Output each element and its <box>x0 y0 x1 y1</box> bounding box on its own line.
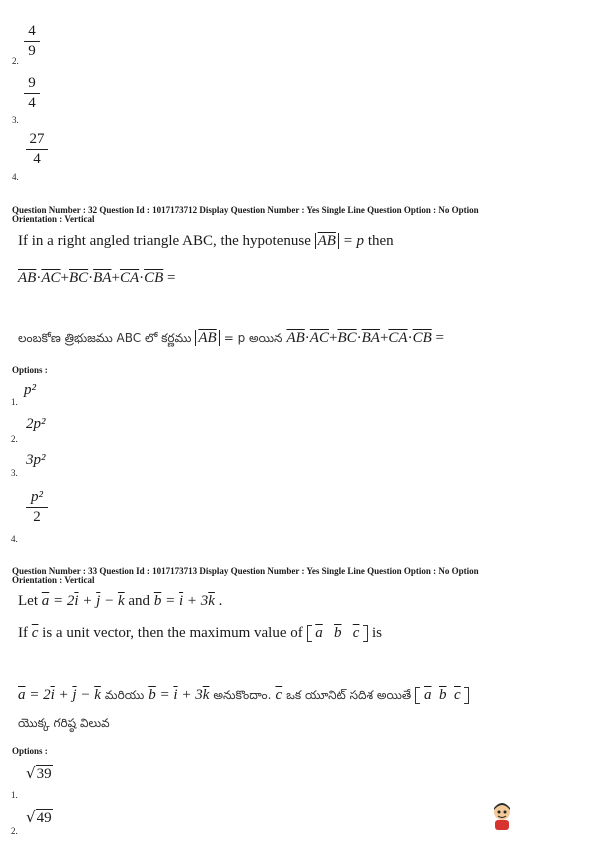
option-number: 2. <box>12 56 19 66</box>
question-text-te-2: యొక్క గరిష్ఠ విలువ <box>18 716 110 730</box>
numerator: p² <box>31 489 43 505</box>
option-number: 3. <box>12 115 19 125</box>
collegedunia-logo <box>490 800 590 832</box>
options-label: Options : <box>12 746 48 756</box>
numerator: 27 <box>29 131 45 147</box>
option-number: 1. <box>11 397 18 407</box>
option-number: 4. <box>11 534 18 544</box>
option-number: 3. <box>11 468 18 478</box>
question-text-en: If in a right angled triangle ABC, the hypotenuse $\overline{AB} = p$ then <box>18 233 394 249</box>
option-number: 2. <box>11 434 18 444</box>
option-text: 3p² <box>26 452 46 468</box>
denominator: 9 <box>28 43 36 59</box>
fraction <box>24 24 40 59</box>
fraction <box>24 76 40 111</box>
question-meta: Question Number : 32 Question Id : 1017173712 Display Question Number : Yes Single Line Question Option : No Option Orientation : Vertical <box>12 205 479 224</box>
denominator: 4 <box>28 95 36 111</box>
numerator: 4 <box>28 23 36 39</box>
option-number: 4. <box>12 172 19 182</box>
question-text-te: $\overline{a} = 2\overline{i} + \overline{j} - \overline{k}$ మరియు $\overline{b} = \overline{i} + 3\overline{k}$ అనుకొందాం. $\overline{c}$ ఒక యూనిట్ సదిశ అయితే $\overline{a}$ $\overline{b}$ $\overline{c}$ <box>18 686 469 705</box>
options-label: Options : <box>12 365 48 375</box>
denominator: 4 <box>33 151 41 167</box>
question-meta: Question Number : 33 Question Id : 1017173713 Display Question Number : Yes Single Line Question Option : No Option Orientation : Vertical <box>12 566 479 585</box>
logo-mascot-icon <box>490 802 514 830</box>
question-text-te: లంబకోణ త్రిభుజము ABC లో కర్ణము $\overline{AB} = p$ అయిన $\overline{AB}\cdot\overline{AC}+\overline{BC}\cdot\overline{BA}+\overline{CA}\cdot\overline{CB}$ = <box>18 330 444 346</box>
option-text: √39 <box>26 764 52 782</box>
denominator: 2 <box>33 509 41 525</box>
option-text: 2p² <box>26 416 46 432</box>
option-number: 2. <box>11 826 18 836</box>
numerator: 9 <box>28 75 36 91</box>
option-text: p² <box>24 382 36 398</box>
question-text-en-2: If $\overline{c}$ is a unit vector, then the maximum value of $\overline{a}$ $\overline{b}$ $\overline{c}$ is <box>18 625 382 641</box>
option-text: √49 <box>26 808 52 826</box>
fraction <box>26 490 48 525</box>
question-expression: $\overline{AB}\cdot\overline{AC}+\overline{BC}\cdot\overline{BA}+\overline{CA}\cdot\overline{CB}$ = <box>18 270 176 286</box>
option-number: 1. <box>11 790 18 800</box>
question-text-en: Let $\overline{a} = 2\overline{i} + \overline{j} - \overline{k}$ and $\overline{b} = \overline{i} + 3\overline{k}$ . <box>18 593 223 609</box>
fraction <box>26 132 48 167</box>
